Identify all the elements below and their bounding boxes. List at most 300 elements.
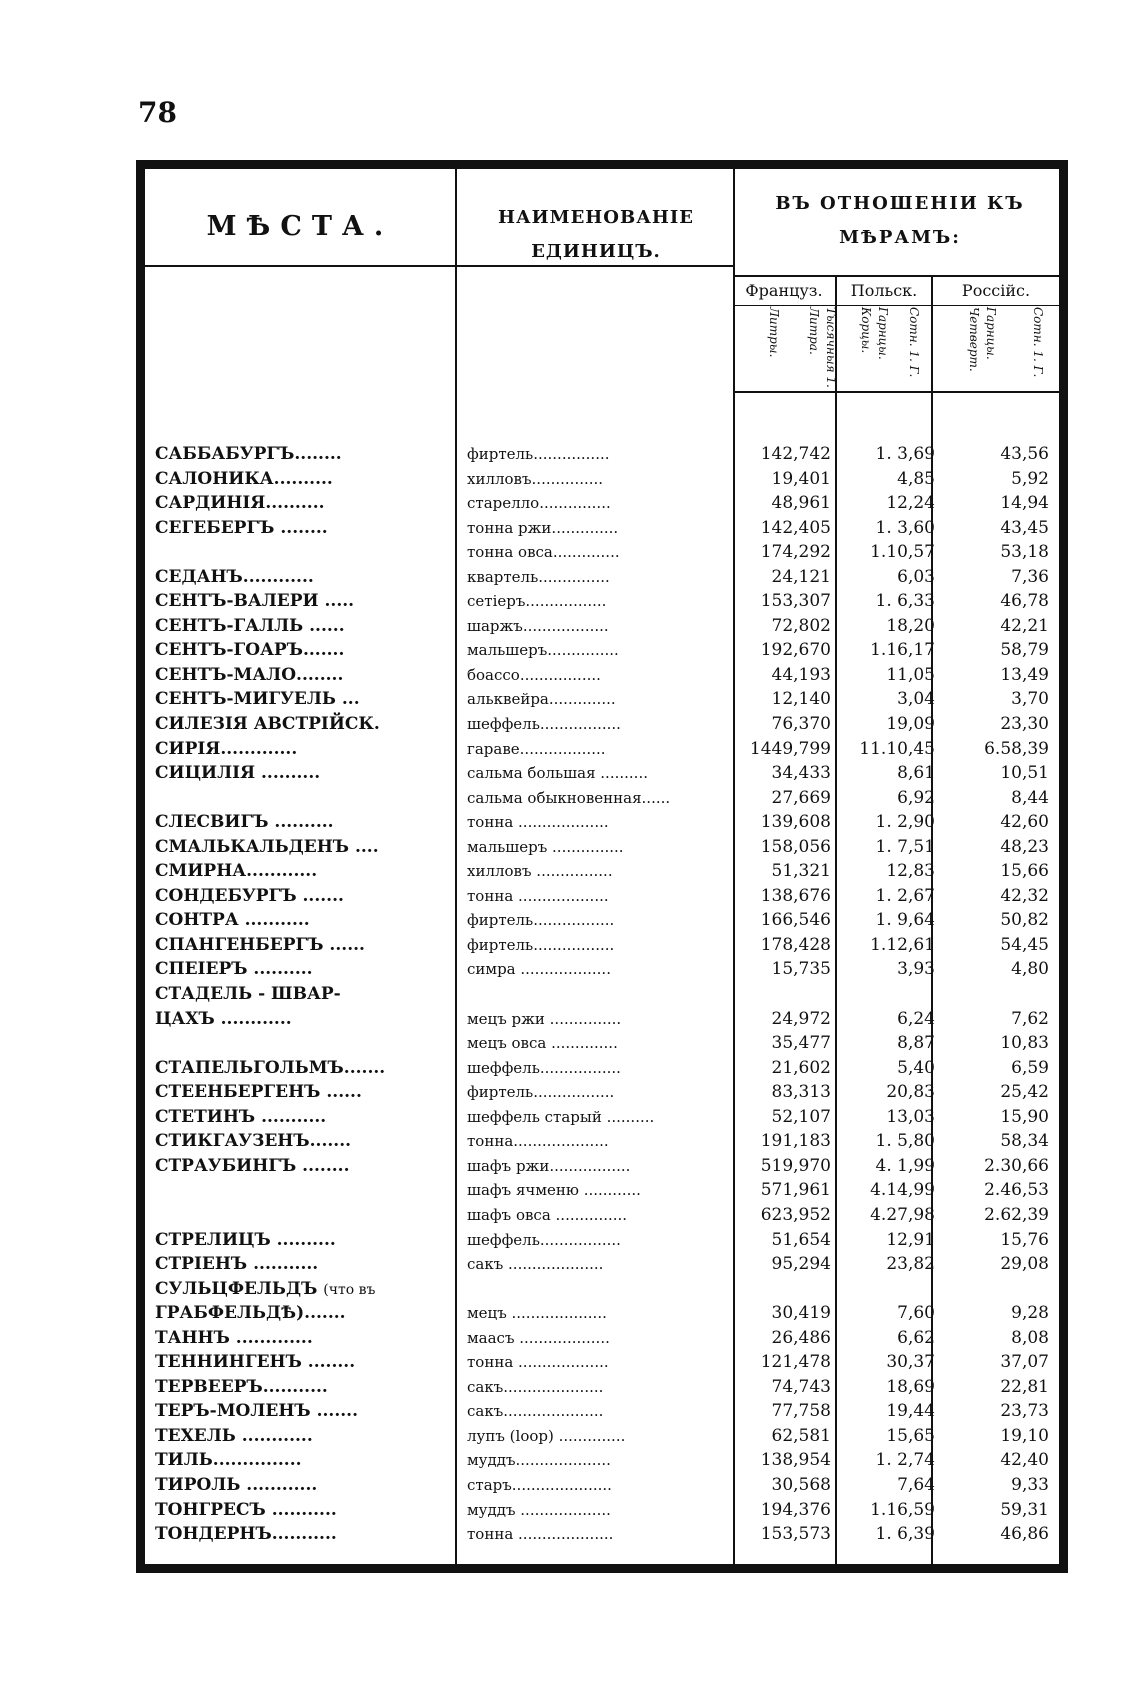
relation-rule	[735, 275, 1059, 277]
place-cell	[155, 467, 451, 492]
place-cell-text: ЦАХЪ ............	[155, 1008, 292, 1029]
unit-cell	[467, 786, 735, 811]
french-value-cell	[735, 467, 831, 492]
polish-value-cell-text: 1. 3,69	[875, 444, 935, 464]
table-row	[145, 687, 1065, 712]
russian-value-cell-text: 15,66	[1000, 861, 1049, 882]
polish-value-cell-text: 12,91	[886, 1229, 935, 1250]
polish-value-cell-text: 3,04	[897, 689, 935, 710]
table-row	[145, 761, 1065, 786]
table-row	[145, 1080, 1065, 1105]
place-cell-text: ТЕННИНГЕНЪ ........	[155, 1352, 356, 1373]
french-value-cell	[735, 1399, 831, 1424]
place-cell-text: СЕНТЪ-МИГУЕЛЬ ...	[155, 689, 360, 710]
russian-value-cell	[935, 540, 1049, 565]
unit-cell-text: муддъ ...................	[467, 1500, 611, 1519]
polish-value-cell-text: 15,65	[886, 1425, 935, 1446]
place-cell	[155, 1080, 451, 1105]
place-cell-text: ГРАБФЕЛЬДѢ).......	[155, 1303, 346, 1324]
french-value-cell	[735, 1154, 831, 1179]
table-row	[145, 835, 1065, 860]
place-cell-text: СТРІЕНЪ ...........	[155, 1254, 319, 1275]
polish-value-cell	[835, 442, 935, 467]
table-row	[145, 1522, 1065, 1547]
polish-value-cell-text: 6,92	[897, 787, 935, 808]
russian-value-cell-text: 5,92	[1011, 468, 1049, 489]
place-cell-text: СТИКГАУЗЕНЪ.......	[155, 1131, 352, 1152]
place-cell-text: СИРІЯ.............	[155, 738, 298, 759]
place-note: (что въ	[323, 1281, 376, 1298]
polish-value-cell-text: 11,05	[886, 664, 935, 685]
place-cell-text: СТЕТИНЪ ...........	[155, 1106, 327, 1127]
place-cell-text: ТОНДЕРНЪ...........	[155, 1524, 337, 1545]
russian-value-cell-text: 13,49	[1000, 664, 1049, 685]
unit-cell-text: гараве..................	[467, 739, 606, 758]
polish-value-cell-text: 18,69	[886, 1376, 935, 1397]
french-value-cell-text: 52,107	[771, 1106, 831, 1127]
polish-value-cell-text: 5,40	[897, 1057, 935, 1078]
russian-value-cell	[935, 1375, 1049, 1400]
place-cell-text: СТРЕЛИЦЪ ..........	[155, 1229, 336, 1250]
polish-value-cell-text: 3,93	[897, 959, 935, 980]
polish-value-cell	[835, 1228, 935, 1253]
russian-value-cell	[935, 614, 1049, 639]
russian-value-cell-text: 3,70	[1011, 689, 1049, 710]
french-value-cell-text: 142,742	[760, 444, 831, 464]
russian-value-cell-text: 2.30,66	[984, 1155, 1049, 1176]
french-value-cell-text: 26,486	[771, 1327, 831, 1348]
unit-cell-text: маасъ ...................	[467, 1328, 610, 1347]
table-row	[145, 1252, 1065, 1277]
french-value-cell	[735, 1105, 831, 1130]
french-value-cell-text: 571,961	[760, 1180, 831, 1201]
russian-value-cell-text: 42,32	[1000, 885, 1049, 906]
russian-value-cell-text: 54,45	[1000, 934, 1049, 955]
place-cell-text: ТЕРЪ-МОЛЕНЪ .......	[155, 1401, 358, 1422]
french-value-cell-text: 139,608	[760, 812, 831, 833]
french-value-cell	[735, 908, 831, 933]
french-value-cell-text: 35,477	[771, 1033, 831, 1054]
french-value-cell	[735, 1252, 831, 1277]
polish-value-cell-text: 7,60	[897, 1303, 935, 1324]
place-cell-text: СЕДАНЪ............	[155, 566, 314, 587]
polish-value-cell	[835, 1056, 935, 1081]
polish-value-cell	[835, 1031, 935, 1056]
unit-cell	[467, 835, 735, 860]
polish-value-cell	[835, 516, 935, 541]
place-cell-text: СИЛЕЗІЯ АВСТРІЙСК.	[155, 714, 380, 735]
russian-value-cell	[935, 1424, 1049, 1449]
russian-value-cell	[935, 810, 1049, 835]
french-value-cell-text: 1449,799	[749, 738, 831, 759]
unit-cell-text: шафъ ржи.................	[467, 1156, 631, 1175]
polish-value-cell-text: 1. 2,67	[875, 885, 935, 906]
french-col1-label: Тысячныя 1. Литра.	[807, 307, 838, 388]
polish-value-cell	[835, 1252, 935, 1277]
polish-value-cell	[835, 614, 935, 639]
russian-value-cell	[935, 1056, 1049, 1081]
russian-value-cell	[935, 957, 1049, 982]
table-row	[145, 1007, 1065, 1032]
unit-cell-text: сетіеръ.................	[467, 592, 607, 611]
russian-value-cell	[935, 687, 1049, 712]
polish-value-cell-text: 1. 6,33	[875, 591, 935, 612]
russian-value-cell	[935, 565, 1049, 590]
french-value-cell-text: 77,758	[771, 1401, 831, 1422]
vertical-header-rule	[735, 391, 1059, 393]
polish-value-cell-text: 1. 6,39	[875, 1524, 935, 1545]
polish-value-cell-text: 20,83	[886, 1082, 935, 1103]
unit-cell-text: шеффель старый ..........	[467, 1107, 655, 1126]
russian-value-cell-text: 53,18	[1000, 542, 1049, 563]
unit-cell	[467, 491, 735, 516]
place-cell-text: СТРАУБИНГЪ ........	[155, 1155, 350, 1176]
russian-value-cell	[935, 1154, 1049, 1179]
french-value-cell	[735, 884, 831, 909]
polish-value-cell-text: 1.16,59	[870, 1499, 935, 1520]
unit-cell-text: мецъ овса ..............	[467, 1034, 618, 1053]
header-relation	[735, 187, 1065, 255]
russian-value-cell	[935, 1399, 1049, 1424]
place-cell	[155, 957, 451, 982]
french-value-cell-text: 153,573	[760, 1524, 831, 1545]
place-cell	[155, 1007, 451, 1032]
french-value-cell-text: 74,743	[771, 1376, 831, 1397]
unit-cell-text: хилловъ ................	[467, 862, 613, 881]
unit-cell-text: фиртель.................	[467, 935, 615, 954]
subheader-russian: Россійс.	[961, 281, 1031, 300]
table-row	[145, 1326, 1065, 1351]
place-cell	[155, 1522, 451, 1547]
russian-value-cell-text: 14,94	[1000, 493, 1049, 514]
french-value-cell-text: 138,676	[760, 885, 831, 906]
place-cell-text: СПЕІЕРЪ ..........	[155, 959, 313, 980]
table-row	[145, 442, 1065, 467]
french-value-cell-text: 12,140	[771, 689, 831, 710]
polish-value-cell-text: 1. 5,80	[875, 1131, 935, 1152]
russian-value-cell-text: 23,73	[1000, 1401, 1049, 1422]
polish-value-cell-text: 4.14,99	[870, 1180, 935, 1201]
russian-value-cell	[935, 859, 1049, 884]
russian-value-cell	[935, 442, 1049, 467]
russian-value-cell-text: 4,80	[1011, 959, 1049, 980]
polish-value-cell	[835, 835, 935, 860]
french-value-cell-text: 178,428	[760, 934, 831, 955]
french-value-cell	[735, 1498, 831, 1523]
french-value-cell-text: 62,581	[771, 1425, 831, 1446]
russian-value-cell	[935, 467, 1049, 492]
polish-value-cell	[835, 467, 935, 492]
polish-value-cell	[835, 1154, 935, 1179]
table-row	[145, 810, 1065, 835]
place-cell	[155, 565, 451, 590]
polish-value-cell-text: 11.10,45	[859, 738, 935, 759]
russian-value-cell	[935, 1522, 1049, 1547]
russian-value-cell-text: 58,34	[1000, 1131, 1049, 1152]
polish-value-cell	[835, 1522, 935, 1547]
unit-cell-text: шеффель.................	[467, 1058, 621, 1077]
russian-value-cell-text: 9,28	[1011, 1303, 1049, 1324]
place-cell	[155, 1252, 451, 1277]
french-value-cell-text: 142,405	[760, 517, 831, 538]
polish-value-cell	[835, 884, 935, 909]
russian-value-cell-text: 23,30	[1000, 714, 1049, 735]
table-row	[145, 1277, 1065, 1302]
unit-cell	[467, 565, 735, 590]
french-value-cell	[735, 1375, 831, 1400]
place-cell-text: САРДИНІЯ..........	[155, 493, 325, 514]
french-value-cell	[735, 491, 831, 516]
header-units-line2: ЕДИНИЦЪ.	[531, 241, 661, 262]
unit-cell	[467, 859, 735, 884]
russian-value-cell-text: 6.58,39	[984, 738, 1049, 759]
french-value-cell-text: 24,121	[771, 566, 831, 587]
unit-cell	[467, 933, 735, 958]
polish-value-cell-text: 6,62	[897, 1327, 935, 1348]
polish-value-cell-text: 1. 2,90	[875, 812, 935, 833]
place-cell-text: СЕНТЪ-ГОАРЪ.......	[155, 640, 345, 661]
russian-value-cell	[935, 933, 1049, 958]
russian-value-cell	[935, 1105, 1049, 1130]
russian-value-cell-text: 22,81	[1000, 1376, 1049, 1397]
place-cell-text: ТЕХЕЛЬ ............	[155, 1425, 313, 1446]
russian-value-cell-text: 6,59	[1011, 1057, 1049, 1078]
polish-value-cell-text: 8,87	[897, 1033, 935, 1054]
unit-cell-text: шеффель.................	[467, 715, 621, 734]
unit-cell-text: тонна ...................	[467, 1353, 609, 1372]
polish-value-cell	[835, 1129, 935, 1154]
russian-value-cell-text: 42,60	[1000, 812, 1049, 833]
place-cell	[155, 1105, 451, 1130]
russian-col2-label: Гарнцы. Четверт.	[967, 307, 998, 372]
polish-value-cell	[835, 1375, 935, 1400]
russian-value-cell-text: 10,51	[1000, 763, 1049, 784]
table-row	[145, 540, 1065, 565]
polish-value-cell	[835, 1326, 935, 1351]
french-value-cell-text: 48,961	[771, 493, 831, 514]
polish-value-cell-text: 8,61	[897, 763, 935, 784]
polish-value-cell	[835, 663, 935, 688]
russian-value-cell-text: 2.46,53	[984, 1180, 1049, 1201]
table-row	[145, 933, 1065, 958]
place-cell-text: ТИРОЛЬ ............	[155, 1474, 318, 1495]
place-cell-text: СМАЛЬКАЛЬДЕНЪ ....	[155, 836, 379, 857]
french-value-cell-text: 19,401	[771, 468, 831, 489]
table-row	[145, 1399, 1065, 1424]
polish-value-cell	[835, 859, 935, 884]
place-cell-text: САЛОНИКА..........	[155, 468, 333, 489]
unit-cell	[467, 1203, 735, 1228]
table-row	[145, 516, 1065, 541]
russian-value-cell	[935, 1228, 1049, 1253]
russian-value-cell-text: 42,40	[1000, 1450, 1049, 1471]
unit-cell-text: сальма обыкновенная......	[467, 788, 671, 807]
unit-cell	[467, 589, 735, 614]
place-cell-text: СИЦИЛІЯ ..........	[155, 763, 321, 784]
french-value-cell-text: 83,313	[771, 1082, 831, 1103]
place-cell	[155, 1301, 451, 1326]
unit-cell-text: тонна ...................	[467, 813, 609, 832]
russian-value-cell-text: 50,82	[1000, 910, 1049, 931]
polish-value-cell-text: 1. 7,51	[875, 836, 935, 857]
place-cell	[155, 663, 451, 688]
place-cell	[155, 638, 451, 663]
french-value-cell	[735, 687, 831, 712]
french-value-cell-text: 44,193	[771, 664, 831, 685]
french-value-cell-text: 51,321	[771, 861, 831, 882]
polish-value-cell-text: 1. 9,64	[875, 910, 935, 931]
russian-value-cell-text: 42,21	[1000, 615, 1049, 636]
unit-cell	[467, 467, 735, 492]
unit-cell	[467, 614, 735, 639]
french-value-cell-text: 519,970	[760, 1155, 831, 1176]
unit-cell	[467, 687, 735, 712]
russian-value-cell-text: 2.62,39	[984, 1204, 1049, 1225]
table-row	[145, 737, 1065, 762]
unit-cell	[467, 1080, 735, 1105]
french-value-cell	[735, 1301, 831, 1326]
french-value-cell-text: 21,602	[771, 1057, 831, 1078]
place-cell	[155, 933, 451, 958]
unit-cell-text: квартель...............	[467, 567, 610, 586]
polish-value-cell	[835, 957, 935, 982]
polish-value-cell-text: 23,82	[886, 1254, 935, 1275]
polish-value-cell	[835, 1080, 935, 1105]
unit-cell	[467, 1228, 735, 1253]
unit-cell-text: боассо.................	[467, 665, 601, 684]
russian-value-cell	[935, 1301, 1049, 1326]
french-value-cell-text: 121,478	[760, 1352, 831, 1373]
place-cell-text: СТАДЕЛЬ - ШВАР-	[155, 984, 341, 1005]
table-row	[145, 884, 1065, 909]
unit-cell-text: шеффель.................	[467, 1230, 621, 1249]
french-value-cell	[735, 442, 831, 467]
place-cell	[155, 614, 451, 639]
polish-value-cell-text: 1.10,57	[870, 542, 935, 563]
russian-value-cell	[935, 1007, 1049, 1032]
french-value-cell-text: 166,546	[760, 910, 831, 931]
russian-value-cell	[935, 1178, 1049, 1203]
unit-cell	[467, 1448, 735, 1473]
polish-value-cell-text: 19,44	[886, 1401, 935, 1422]
french-value-cell-text: 76,370	[771, 714, 831, 735]
measures-table	[136, 160, 1068, 1573]
french-value-cell-text: 15,735	[771, 959, 831, 980]
french-value-cell-text: 194,376	[760, 1499, 831, 1520]
unit-cell	[467, 737, 735, 762]
french-value-cell	[735, 516, 831, 541]
polish-value-cell-text: 30,37	[886, 1352, 935, 1373]
french-value-cell-text: 72,802	[771, 615, 831, 636]
table-row	[145, 1178, 1065, 1203]
french-value-cell	[735, 1007, 831, 1032]
table-row	[145, 1031, 1065, 1056]
russian-value-cell	[935, 1252, 1049, 1277]
french-value-cell	[735, 638, 831, 663]
polish-value-cell	[835, 1498, 935, 1523]
place-cell	[155, 1326, 451, 1351]
table-row	[145, 1056, 1065, 1081]
french-col2-label: Литры.	[767, 307, 781, 358]
table-row	[145, 614, 1065, 639]
russian-value-cell	[935, 1448, 1049, 1473]
header-units	[457, 201, 735, 269]
polish-value-cell-text: 18,20	[886, 615, 935, 636]
french-value-cell-text: 51,654	[771, 1229, 831, 1250]
polish-value-cell	[835, 1203, 935, 1228]
place-cell-text: СОНДЕБУРГЪ .......	[155, 885, 344, 906]
french-value-cell	[735, 835, 831, 860]
unit-cell	[467, 516, 735, 541]
table-row	[145, 1129, 1065, 1154]
polish-value-cell	[835, 786, 935, 811]
unit-cell-text: мальшеръ...............	[467, 641, 619, 660]
russian-value-cell	[935, 1350, 1049, 1375]
place-cell-text: СМИРНА............	[155, 861, 318, 882]
page-number: 78	[138, 96, 177, 129]
russian-value-cell-text: 8,44	[1011, 787, 1049, 808]
unit-cell	[467, 1473, 735, 1498]
table-row	[145, 1228, 1065, 1253]
french-value-cell	[735, 1522, 831, 1547]
french-value-cell	[735, 1056, 831, 1081]
table-row	[145, 786, 1065, 811]
polish-value-cell	[835, 1424, 935, 1449]
place-cell-text: ТЕРВЕЕРЪ...........	[155, 1376, 328, 1397]
russian-value-cell	[935, 1498, 1049, 1523]
polish-value-cell	[835, 589, 935, 614]
unit-cell-text: хилловъ...............	[467, 469, 604, 488]
place-cell	[155, 859, 451, 884]
french-value-cell	[735, 1178, 831, 1203]
russian-value-cell-text: 48,23	[1000, 836, 1049, 857]
place-cell-text: СЕНТЪ-МАЛО........	[155, 664, 344, 685]
russian-value-cell	[935, 638, 1049, 663]
french-value-cell-text: 158,056	[760, 836, 831, 857]
unit-cell-text: мецъ ржи ...............	[467, 1009, 622, 1028]
french-value-cell	[735, 933, 831, 958]
polish-value-cell	[835, 737, 935, 762]
place-cell-text: СЕНТЪ-ВАЛЕРИ .....	[155, 591, 355, 612]
french-value-cell-text: 138,954	[760, 1450, 831, 1471]
table-row	[145, 1424, 1065, 1449]
polish-value-cell-text: 12,83	[886, 861, 935, 882]
unit-cell-text: сакъ.....................	[467, 1377, 604, 1396]
place-cell	[155, 1399, 451, 1424]
place-cell-text: ТИЛЬ...............	[155, 1450, 302, 1471]
table-body	[145, 442, 1065, 1547]
russian-value-cell-text: 29,08	[1000, 1254, 1049, 1275]
polish-value-cell-text: 1. 2,74	[875, 1450, 935, 1471]
place-cell	[155, 884, 451, 909]
unit-cell-text: фиртель................	[467, 445, 610, 463]
russian-value-cell	[935, 516, 1049, 541]
place-cell	[155, 1129, 451, 1154]
russian-value-cell-text: 58,79	[1000, 640, 1049, 661]
polish-value-cell	[835, 1350, 935, 1375]
place-cell	[155, 687, 451, 712]
place-cell	[155, 1448, 451, 1473]
unit-cell-text: сальма большая ..........	[467, 764, 648, 783]
table-row	[145, 467, 1065, 492]
polish-value-cell-text: 4,85	[897, 468, 935, 489]
place-cell	[155, 1277, 451, 1303]
french-value-cell-text: 34,433	[771, 763, 831, 784]
place-cell	[155, 712, 451, 737]
unit-cell-text: тонна овса..............	[467, 543, 620, 562]
unit-cell	[467, 884, 735, 909]
russian-value-cell	[935, 786, 1049, 811]
